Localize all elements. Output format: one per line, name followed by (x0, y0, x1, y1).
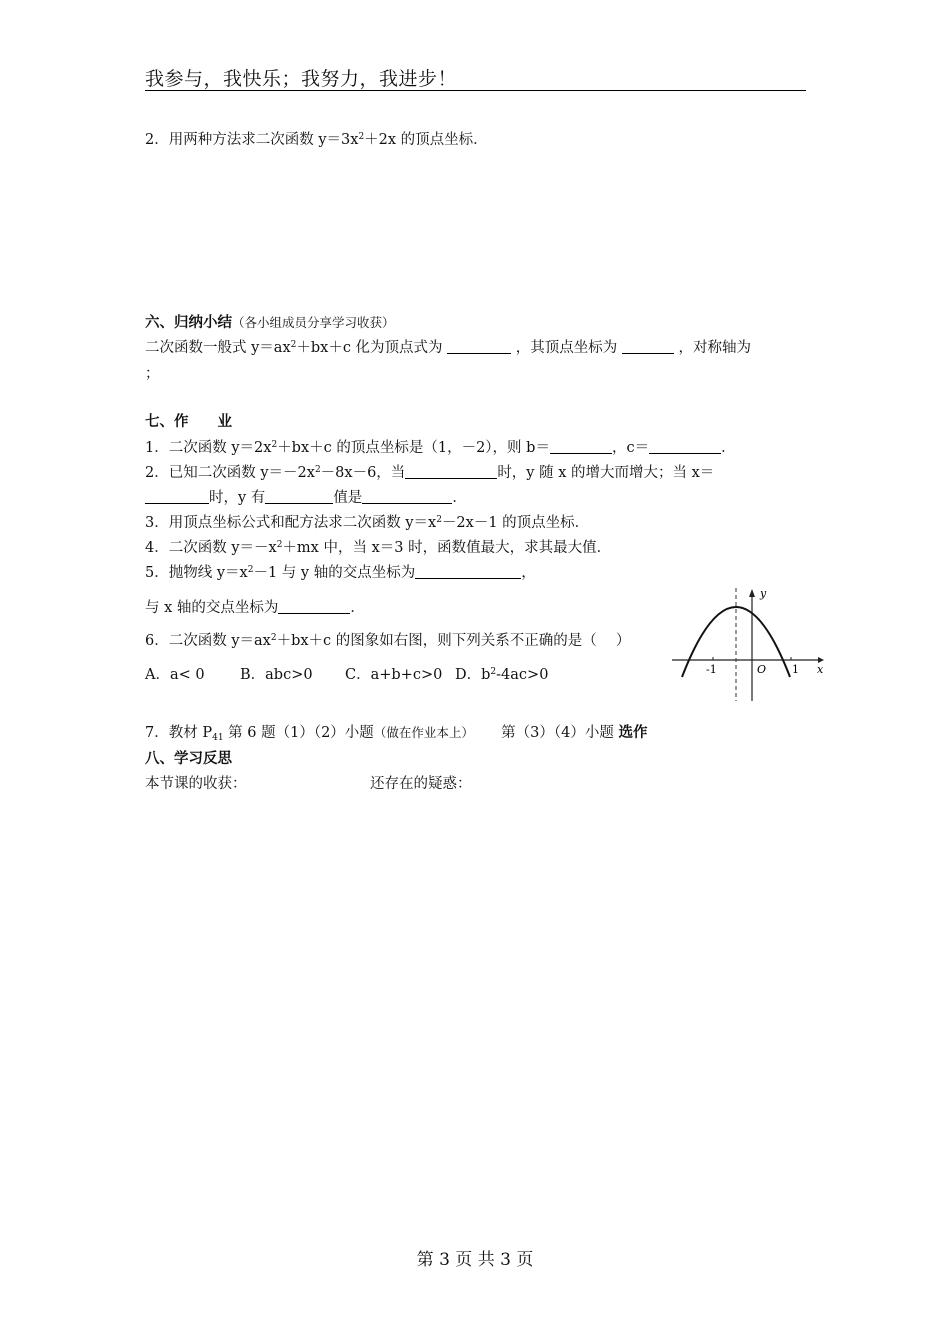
hw1-blank-c[interactable] (649, 440, 721, 454)
summary-blank-1[interactable] (447, 340, 511, 354)
section-8-title: 八、学习反思 (145, 750, 232, 767)
y-axis-label: y (760, 587, 767, 600)
section-6-heading (145, 311, 395, 332)
homework-1: 1．二次函数 $y=2x^2+bx+c$ 的顶点坐标是（1，－2），则 b＝ ，c＝ ． (145, 440, 736, 456)
page-number: 第 3 页 共 3 页 (416, 1250, 534, 1270)
option-b: B．abc>0 (240, 667, 313, 683)
homework-5-cont: 与 x 轴的交点坐标为 ． (145, 600, 365, 616)
summary-text-b: ，其顶点坐标为 (515, 340, 618, 356)
homework-3: 3．用顶点坐标公式和配方法求二次函数 $y=x^2-2x-1$ 的顶点坐标． (145, 515, 590, 531)
summary-text-c: ，对称轴为 (678, 340, 751, 356)
origin-label: O (757, 663, 767, 676)
option-c: C．a+b+c>0 (345, 667, 443, 683)
homework-5: 5．抛物线 $y=x^2-1$ 与 y 轴的交点坐标为 ， (145, 565, 536, 581)
question-2: 2．用两种方法求二次函数 $y=3x^2+2x$ 的顶点坐标． (145, 132, 488, 148)
hw5-blank-2[interactable] (278, 600, 350, 614)
homework-7: 7．教材 $P_{41}$ 第 6 题（1）（2）小题（做在作业本上） 第（3）（4）小题 选作 (145, 724, 648, 743)
homework-2: 2．已知二次函数 $y=-2x^2-8x-6$，当 时，y 随 x 的增大而增大；当 x＝ (145, 465, 715, 481)
homework-4: 4．二次函数 $y=-x^2+mx$ 中，当 x＝3 时，函数值最大，求其最大值． (145, 540, 612, 556)
tick-label-neg1: -1 (706, 663, 717, 676)
hw2-blank-3[interactable] (265, 490, 333, 504)
section-6-text (145, 336, 751, 357)
y-axis-arrow (749, 589, 755, 597)
x-axis-label: x (817, 663, 824, 676)
section-6-title: 六、归纳小结 (145, 314, 232, 331)
hw2-blank-4[interactable] (362, 490, 452, 504)
header-rule (145, 90, 806, 91)
header-motto: 我参与，我快乐；我努力，我进步！ (145, 68, 458, 90)
section-6-note: （各小组成员分享学习收获） (232, 315, 395, 330)
hw2-blank-1[interactable] (405, 465, 497, 479)
tick-label-1: 1 (792, 663, 799, 676)
hw1-blank-b[interactable] (550, 440, 612, 454)
homework-6: 6．二次函数 $y=ax^2+bx+c$ 的图象如右图，则下列关系不正确的是（ ） (145, 633, 631, 649)
hw5-blank-1[interactable] (415, 565, 521, 579)
reflection-doubt: 还存在的疑惑： (370, 776, 472, 792)
section-7-title: 七、作 业 (145, 413, 232, 430)
summary-text-a: 二次函数一般式 $y=ax^2+bx+c$ 化为顶点式为 (145, 340, 443, 356)
hw2-blank-2[interactable] (145, 490, 209, 504)
summary-blank-2[interactable] (622, 340, 674, 354)
summary-end: ； (145, 366, 160, 382)
option-a: A．a< 0 (145, 667, 205, 683)
reflection-gain: 本节课的收获： (145, 776, 247, 792)
homework-2-cont: 时，y 有 值是 ． (145, 486, 467, 507)
parabola-graph (668, 583, 836, 703)
option-d: D．$b^2-4ac>0$ (455, 667, 549, 683)
